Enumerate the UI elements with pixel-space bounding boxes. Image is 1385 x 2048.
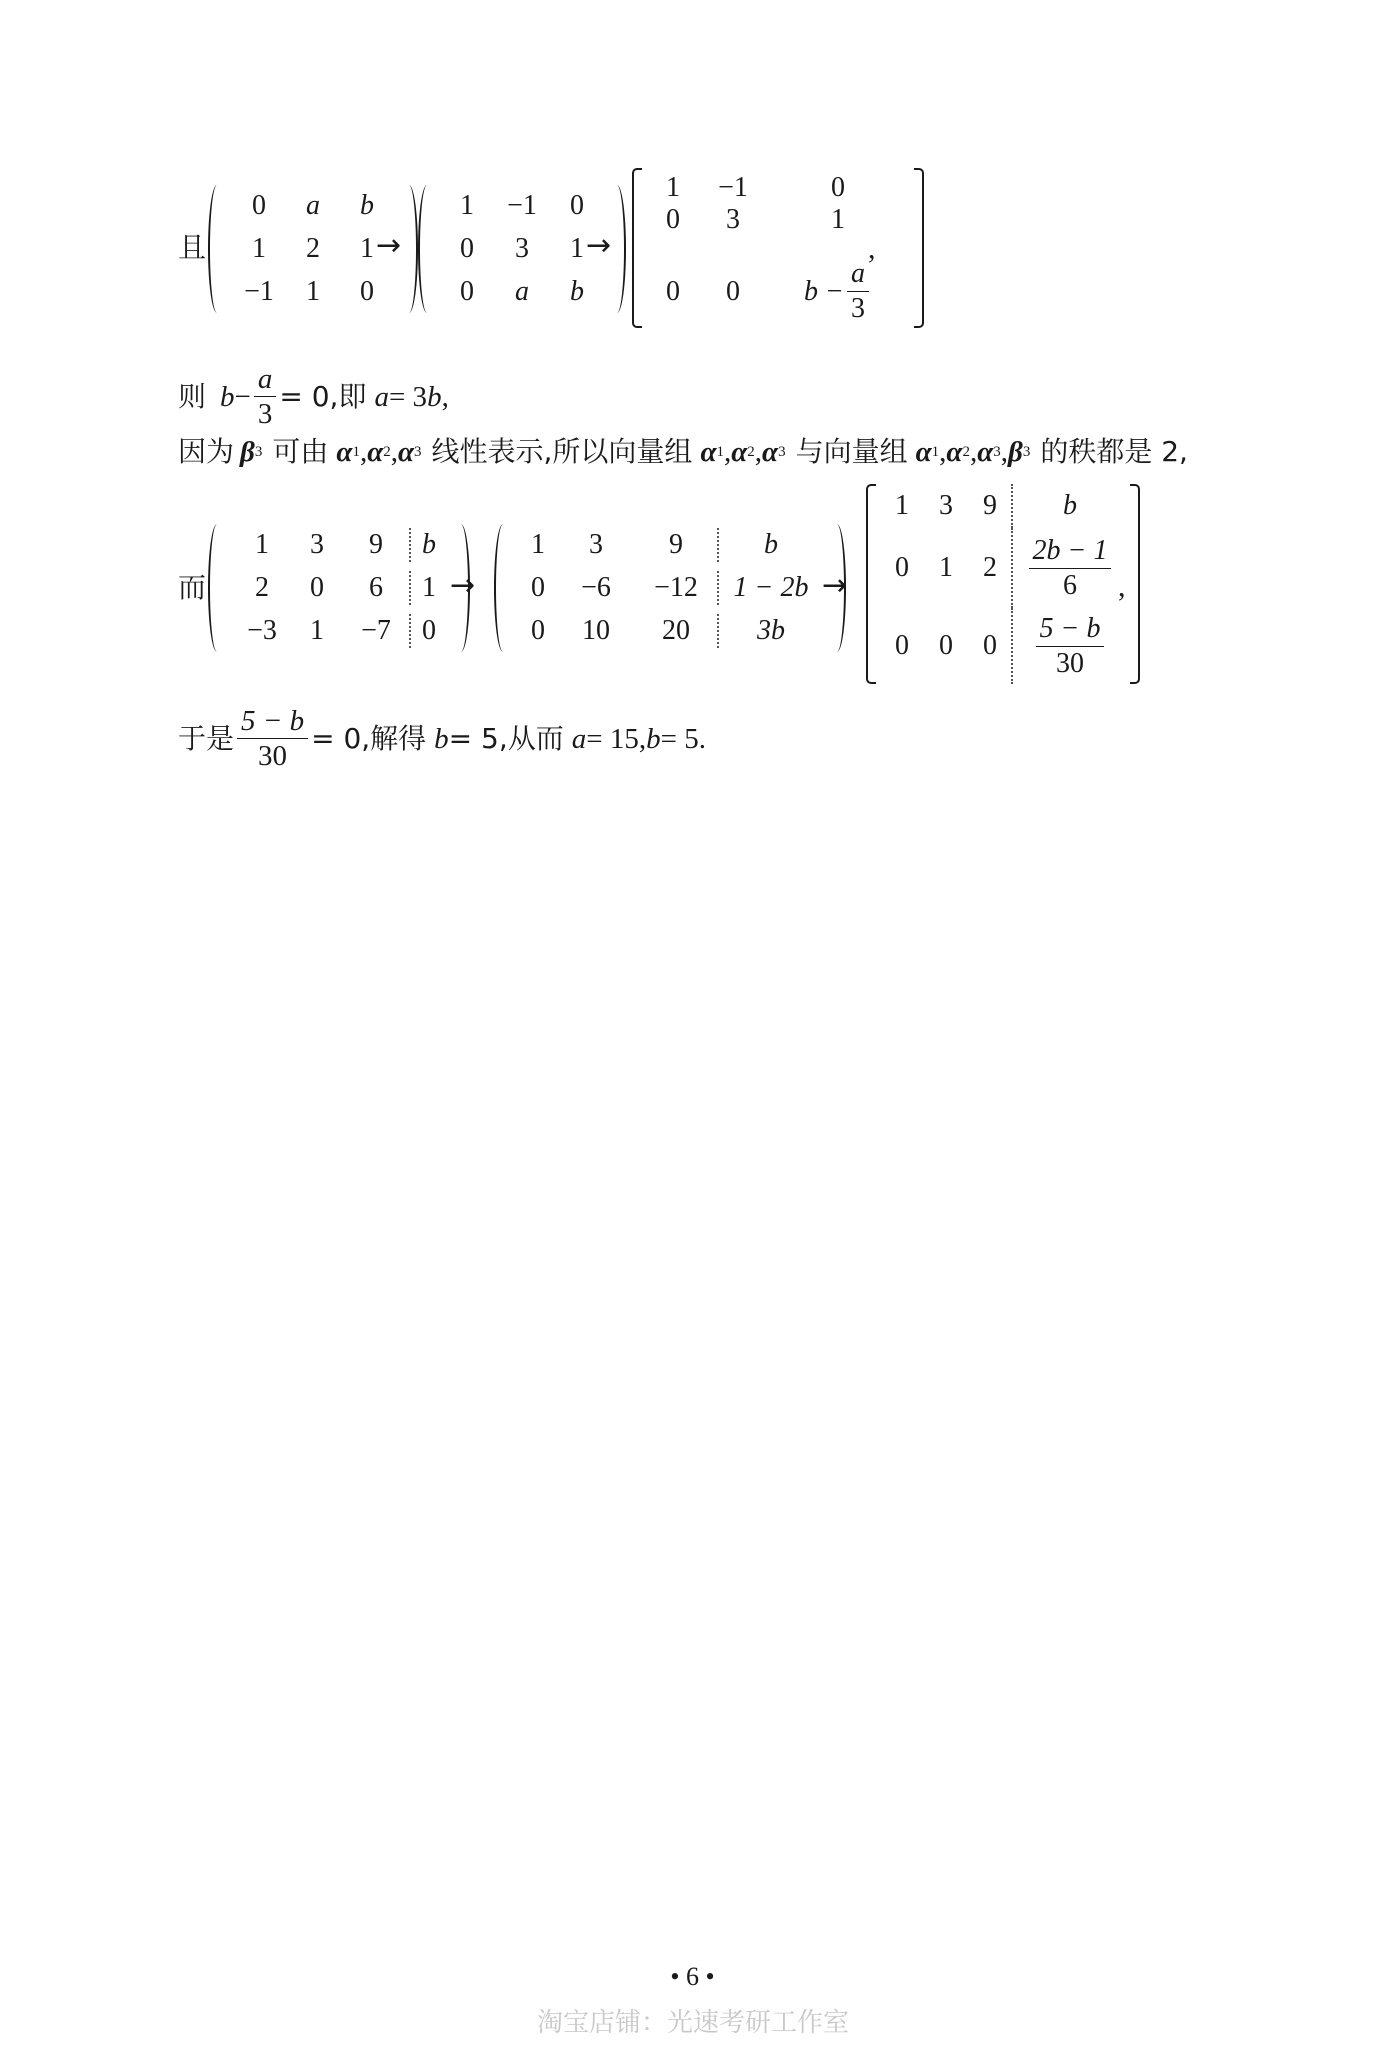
aug-matrix-2-grid xyxy=(512,524,828,652)
fraction xyxy=(237,706,308,771)
cell: 0 xyxy=(939,630,953,661)
cell: a xyxy=(306,190,320,222)
cell: 0 xyxy=(409,614,447,648)
subscript: 1 xyxy=(931,444,940,460)
aug-matrix-1-grid xyxy=(226,524,452,652)
minus: − xyxy=(234,380,251,413)
denominator: 30 xyxy=(1056,647,1084,679)
prefix-er: 而 xyxy=(178,571,207,604)
cell: 0 xyxy=(531,614,545,646)
cell: 0 xyxy=(460,232,474,264)
right-paren xyxy=(400,185,418,313)
var-b: b xyxy=(220,380,235,413)
numerator: 2b − 1 xyxy=(1029,536,1112,569)
text: 可由 xyxy=(272,435,329,468)
cell: 3b xyxy=(717,614,823,648)
cell: 1 xyxy=(831,204,845,235)
cell: 0 xyxy=(726,275,740,307)
comma: , xyxy=(359,436,368,468)
arrow-3: → xyxy=(450,568,476,603)
cell: b xyxy=(570,275,584,307)
aug-matrix-1 xyxy=(208,524,470,652)
cell: 1 xyxy=(460,190,474,222)
fraction xyxy=(1029,536,1112,601)
right-bracket xyxy=(914,168,924,328)
cell: b xyxy=(409,528,447,562)
line2 xyxy=(178,364,449,429)
cell: 1 − 2b xyxy=(717,571,823,605)
cell: 2 xyxy=(983,552,997,583)
cell: 1 xyxy=(255,529,269,561)
aug-matrix-2 xyxy=(494,524,846,652)
cell: 6 xyxy=(369,571,383,603)
left-bracket xyxy=(866,484,876,684)
comma: , xyxy=(1000,436,1008,468)
subscript: 3 xyxy=(778,444,786,460)
cell: 1 xyxy=(666,172,680,203)
cell: 1 xyxy=(306,275,320,307)
arrow-4: → xyxy=(822,568,848,603)
alpha-symbol: α xyxy=(336,436,353,468)
cell: 2 xyxy=(255,571,269,603)
arrow-1: → xyxy=(376,228,402,263)
cell: −1 xyxy=(507,190,537,222)
cell: 9 xyxy=(369,529,383,561)
cell: 1 xyxy=(310,614,324,646)
cell: 2 xyxy=(306,232,320,264)
cell: 9 xyxy=(983,490,997,521)
cell: b xyxy=(1011,484,1127,528)
alpha-symbol: α xyxy=(700,436,717,468)
denominator: 6 xyxy=(1063,569,1077,601)
cell: b xyxy=(717,528,823,562)
cell: b xyxy=(360,190,374,222)
text: = 3 xyxy=(388,380,428,413)
denominator: 30 xyxy=(258,740,288,772)
cell: 1 xyxy=(570,232,584,264)
subscript: 2 xyxy=(383,444,391,460)
text: = 5,从而 xyxy=(448,721,564,755)
left-paren xyxy=(208,524,226,652)
subscript: 2 xyxy=(962,444,970,460)
right-bracket xyxy=(1130,484,1140,684)
cell: 0 xyxy=(531,571,545,603)
comma: , xyxy=(868,232,876,265)
comma: , xyxy=(723,436,732,468)
cell: 1 xyxy=(939,552,953,583)
cell: 0 xyxy=(895,630,909,661)
cell: −3 xyxy=(247,614,277,646)
cell: −1 xyxy=(718,172,748,203)
aug-matrix-3 xyxy=(866,484,1140,684)
cell: 3 xyxy=(515,232,529,264)
cell: −6 xyxy=(581,571,611,603)
matrix-m3-bottom xyxy=(648,259,908,324)
comma: , xyxy=(969,436,978,468)
matrix-m1-grid xyxy=(226,185,400,313)
cell: 0 xyxy=(983,630,997,661)
cell: 0 xyxy=(460,275,474,307)
text: 与向量组 xyxy=(795,435,908,468)
cell: 3 xyxy=(726,204,740,235)
var-b: b xyxy=(434,722,449,755)
arrow-2: → xyxy=(586,228,612,263)
numerator: 5 − b xyxy=(237,706,308,739)
beta-symbol: β xyxy=(1007,436,1023,468)
matrix-m2-grid xyxy=(436,185,608,313)
subscript: 1 xyxy=(352,444,360,460)
denominator: 3 xyxy=(850,293,865,324)
alpha-symbol: α xyxy=(397,436,415,468)
var-a: a xyxy=(374,380,389,413)
watermark: 淘宝店铺：光速考研工作室 xyxy=(536,2008,849,2038)
alpha-symbol: α xyxy=(915,436,932,468)
cell-fraction xyxy=(1011,608,1127,684)
cell-b-minus-a3 xyxy=(804,259,872,324)
numerator: 5 − b xyxy=(1036,614,1105,647)
matrix-m3 xyxy=(632,168,924,328)
cell: 0 xyxy=(666,275,680,307)
cell: −7 xyxy=(361,614,391,646)
subscript: 3 xyxy=(414,444,422,460)
cell: 1 xyxy=(252,232,266,264)
cell: 3 xyxy=(310,529,324,561)
page-number: • 6 • xyxy=(670,1962,715,1991)
comma: , xyxy=(939,436,947,468)
text: = 5. xyxy=(660,722,706,755)
cell: 1 xyxy=(360,232,374,264)
cell-fraction xyxy=(1011,528,1127,608)
fraction xyxy=(847,259,869,324)
cell: 0 xyxy=(310,571,324,603)
cell: −12 xyxy=(654,571,698,603)
expr: b − xyxy=(804,275,844,307)
var-b: b xyxy=(646,722,661,755)
cell: 0 xyxy=(570,190,584,222)
left-paren xyxy=(418,185,436,313)
subscript: 3 xyxy=(1022,444,1031,460)
cell: 3 xyxy=(939,490,953,521)
text: 线性表示,所以向量组 xyxy=(431,435,693,468)
var-b: b xyxy=(427,380,442,413)
denominator: 3 xyxy=(257,398,273,430)
cell: 20 xyxy=(662,614,690,646)
cell: 1 xyxy=(531,529,545,561)
comma: , xyxy=(754,436,763,468)
fraction xyxy=(1036,614,1105,679)
cell: 10 xyxy=(582,614,610,646)
prefix-ze: 则 xyxy=(178,379,207,413)
alpha-symbol: α xyxy=(977,436,994,468)
left-paren xyxy=(208,185,226,313)
cell: 1 xyxy=(409,571,447,605)
cell: 0 xyxy=(895,552,909,583)
subscript: 3 xyxy=(993,444,1001,460)
line1-prefix xyxy=(178,230,206,266)
numerator: a xyxy=(254,364,277,397)
cell: 0 xyxy=(666,204,680,235)
fraction-a3 xyxy=(254,364,277,429)
subscript: 2 xyxy=(747,444,755,460)
prefix-qie: 且 xyxy=(178,231,207,264)
cell: 3 xyxy=(589,529,603,561)
text: = 15, xyxy=(586,722,647,755)
line4-prefix xyxy=(178,570,206,606)
alpha-symbol: α xyxy=(946,436,963,468)
cell: 0 xyxy=(360,275,374,307)
alpha-symbol: α xyxy=(367,436,384,468)
cell: 1 xyxy=(895,490,909,521)
comma: , xyxy=(1118,570,1126,603)
subscript: 1 xyxy=(716,444,724,460)
left-bracket xyxy=(632,168,642,328)
aug-matrix-3-grid xyxy=(876,484,1130,684)
subscript: 3 xyxy=(254,444,263,460)
cell: a xyxy=(515,275,529,307)
comma: , xyxy=(390,436,398,468)
text: , xyxy=(441,380,449,413)
cell: 0 xyxy=(831,172,845,203)
prefix-yushi: 于是 xyxy=(178,721,235,755)
numerator: a xyxy=(847,259,869,292)
cell: −1 xyxy=(244,275,274,307)
matrix-m3-top xyxy=(648,172,908,236)
text: = 0,即 xyxy=(279,379,367,413)
beta-symbol: β xyxy=(240,436,255,468)
var-a: a xyxy=(571,722,587,755)
cell: 9 xyxy=(669,529,683,561)
text: = 0,解得 xyxy=(311,721,427,755)
line5 xyxy=(178,706,706,771)
alpha-symbol: α xyxy=(762,436,779,468)
text: 因为 xyxy=(178,435,235,468)
alpha-symbol: α xyxy=(731,436,748,468)
text: 的秩都是 2, xyxy=(1040,435,1188,468)
cell: 0 xyxy=(252,190,266,222)
left-paren xyxy=(494,524,512,652)
line3 xyxy=(178,434,1188,470)
